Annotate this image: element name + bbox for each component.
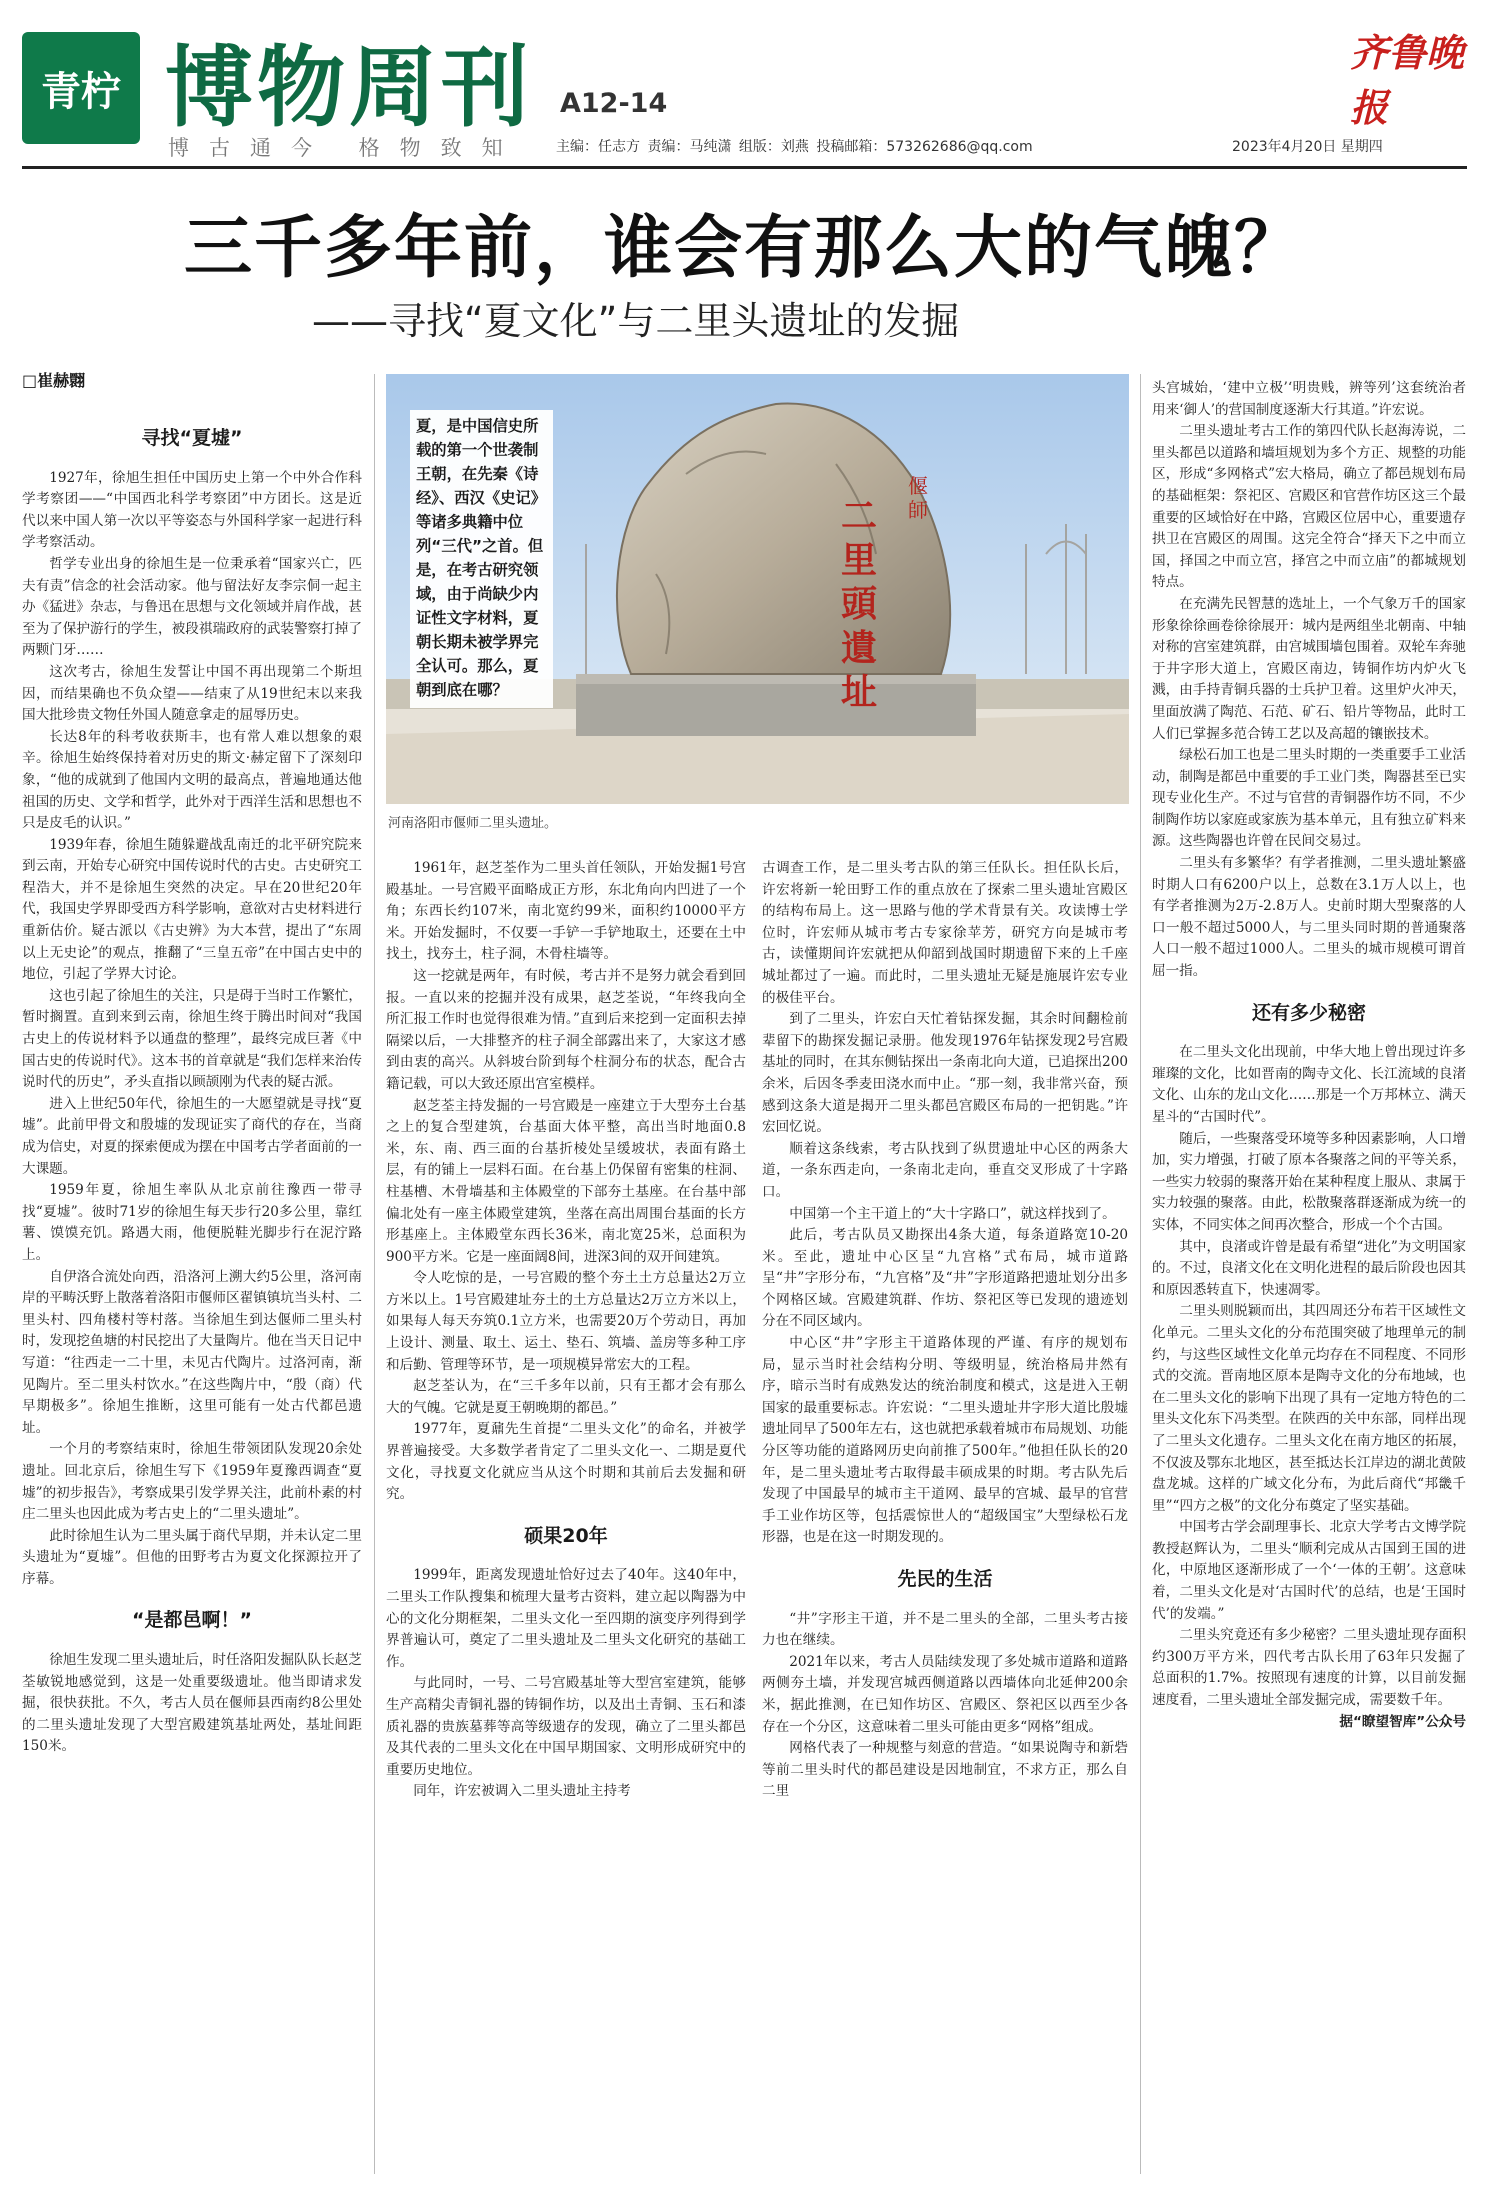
- paragraph: 古调查工作，是二里头考古队的第三任队长。担任队长后，许宏将新一轮田野工作的重点放在了探索二里头遗址宫殿区的结构布局上。这一思路与他的学术背景有关。攻读博士学位时，许宏师从城市考古专家徐苹芳，研究方向是城市考古，读懂期间许宏就把从仰韶到战国时期遗留下来的上千座城址都过了一遍。而此时，二里头遗址无疑是施展许宏专业的极佳平台。: [762, 860, 1128, 1006]
- column-divider: [1140, 374, 1141, 2174]
- column-divider: [374, 374, 375, 2174]
- issue-date: 2023年4月20日 星期四: [1232, 139, 1383, 155]
- article-column-4: [1152, 378, 1466, 2173]
- brand-logo: 青柠: [22, 32, 140, 144]
- paragraph: 其中，良渚或许曾是最有希望“进化”为文明国家的。不过，良渚文化在文明化进程的最后阶段也因其和原因悉转直下，快速凋零。: [1152, 1238, 1466, 1298]
- paragraph: 中心区“井”字形主干道路体现的严谨、有序的规划布局，显示当时社会结构分明、等级明显，统治格局井然有序，暗示当时有成熟发达的统治制度和模式，这是进入王朝国家的最重要标志。许宏说：“二里头遗址井字形大道比殷墟遗址同早了500年左右，这也就把承载着城市布局规划、功能分区等功能的道路网历史向前推了500年。”他担任队长的20年，是二里头遗址考古取得最丰硕成果的时期。考古队先后发现了中国最早的城市主干道网、最早的宫城、最早的官营手工业作坊区等，包括震惊世人的“超级国宝”大型绿松石龙形器，也是在这一时期发现的。: [762, 1335, 1128, 1546]
- paragraph: 到了二里头，许宏白天忙着钻探发掘，其余时间翻检前辈留下的勘探发掘记录册。他发现1976年钻探发现2号宫殿基址的同时，在其东侧钻探出一条南北向大道，已追探出200余米，后因冬季麦田浇水而中止。“那一刻，我非常兴奋，预感到这条大道是揭开二里头都邑宫殿区布局的一把钥匙。”许宏回忆说。: [762, 1011, 1128, 1136]
- paragraph: 这次考古，徐旭生发誓让中国不再出现第二个斯坦因，而结果确也不负众望——结束了从19世纪末以来我国大批珍贵文物任外国人随意拿走的屈辱历史。: [22, 663, 362, 724]
- paragraph: 与此同时，一号、二号宫殿基址等大型宫室建筑，能够生产高精尖青铜礼器的铸铜作坊，以及出土青铜、玉石和漆质礼器的贵族墓葬等高等级遗存的发现，确立了二里头都邑及其代表的二里头文化在中国早期国家、文明形成研究中的重要历史地位。: [386, 1675, 746, 1778]
- paragraph: 1977年，夏鼐先生首提“二里头文化”的命名，并被学界普遍接受。大多数学者肯定了二里头文化一、二期是夏代文化，寻找夏文化就应当从这个时期和其前后去发掘和研究。: [386, 1421, 746, 1503]
- paragraph: 二里头有多繁华？有学者推测，二里头遗址繁盛时期人口有6200户以上，总数在3.1万人以上，也有学者推测为2万-2.8万人。史前时期大型聚落的人口一般不超过5000人，与二里头同时期的普通聚落人口一般不超过1000人。二里头的城市规模可谓首屈一指。: [1152, 855, 1466, 980]
- section-heading: 硕果20年: [524, 1524, 608, 1547]
- paragraph: 哲学专业出身的徐旭生是一位秉承着“国家兴亡，匹夫有责”信念的社会活动家。他与留法好友李宗侗一起主办《猛进》杂志，与鲁迅在思想与文化领域并肩作战，甚至为了保护游行的学生，被段祺瑞政府的武装警察打掉了两颗门牙……: [22, 555, 362, 659]
- paragraph: 2021年以来，考古人员陆续发现了多处城市道路和道路两侧夯土墙，并发现宫城西侧道路以西墙体向北延伸200余米，据此推测，在已知作坊区、宫殿区、祭祀区以西至少各存在一个分区，这意味着二里头可能由更多“网格”组成。: [762, 1653, 1128, 1735]
- paragraph: 在充满先民智慧的选址上，一个气象万千的国家形象徐徐画卷徐徐展开：城内是两组坐北朝南、中轴对称的宫室建筑群，由宫城围墙包围着。双轮车奔驰于井字形大道上，宫殿区南边，铸铜作坊内炉火飞溅，由手持青铜兵器的士兵护卫着。这里炉火冲天，里面放满了陶范、石范、矿石、铅片等物品，此时工人们已掌握多范合铸工艺以及高超的镶嵌技术。: [1152, 595, 1466, 742]
- section-motto: 博古通今 格物致知: [168, 136, 523, 160]
- article-column-3: [762, 858, 1128, 2173]
- paragraph: 在二里头文化出现前，中华大地上曾出现过许多璀璨的文化，比如晋南的陶寺文化、长江流域的良渚文化、山东的龙山文化……那是一个万邦林立、满天星斗的“古国时代”。: [1152, 1044, 1466, 1125]
- paragraph: 中国考古学会副理事长、北京大学考古文博学院教授赵辉认为，二里头“顺利完成从古国到王国的进化，中原地区逐渐形成了一个‘一体的王朝’。这意味着，二里头文化是对‘古国时代’的总结，也是‘王国时代’的发端。”: [1152, 1519, 1466, 1622]
- paragraph: 赵芝荃主持发掘的一号宫殿是一座建立于大型夯土台基之上的复合型建筑，台基面大体平整，高出当时地面0.8米，东、南、西三面的台基折棱处呈缓坡状，表面有路土层，有的铺上一层料石面。在台基上仍保留有密集的柱洞、柱基槽、木骨墙基和主体殿堂的下部夯土基座。在台基中部偏北处有一座主体殿堂建筑，坐落在高出周围台基面的长方形基座上。主体殿堂东西长36米，南北宽25米，总面积为900平方米。它是一座面阔8间，进深3间的双开间建筑。: [386, 1097, 746, 1265]
- article-source: 据“瞭望智库”公众号: [1339, 1713, 1466, 1730]
- stone-inscription-side: 偃師: [908, 474, 928, 522]
- author-byline: □崔赫翾: [22, 371, 86, 390]
- masthead-rule: [22, 166, 1467, 169]
- article-intro: 夏，是中国信史所载的第一个世袭制王朝，在先秦《诗经》、西汉《史记》等诸多典籍中位列“三代”之首。但是，在考古研究领域，由于尚缺少内证性文字材料，夏朝长期未被学界完全认可。那么，夏朝到底在哪？: [410, 410, 553, 708]
- paragraph: 长达8年的科考收获斯丰，也有常人难以想象的艰辛。徐旭生始终保持着对历史的斯文·赫定留下了深刻印象，“他的成就到了他国内文明的最高点，普遍地通达他祖国的历史、文学和哲学，此外对于西洋生活和思想也不只是皮毛的认识。”: [22, 728, 362, 832]
- paragraph: 二里头遗址考古工作的第四代队长赵海涛说，二里头都邑以道路和墙垣规划为多个方正、规整的功能区，形成“多网格式”宏大格局，确立了都邑规划布局的基础框架：祭祀区、宫殿区和官营作坊区这三个最重要的区域恰好在中路，宫殿区位居中心，重要遗存拱卫在宫殿区的周围。这完全符合“择天下之中而立国，择国之中而立宫，择宫之中而立庙”的都城规划特点。: [1152, 423, 1466, 591]
- article-subheadline: ——寻找“夏文化”与二里头遗址的发掘: [312, 299, 960, 343]
- section-title: 博物周刊: [165, 36, 534, 139]
- paragraph: 令人吃惊的是，一号宫殿的整个夯土土方总量达2万立方米以上。1号宫殿建址夯土的土方总量达2万立方米以上，如果每人每天夯筑0.1立方米，也需要20万个劳动日，再加上设计、测量、取土、运土、垫石、筑墙、盖房等多种工序和后勤、管理等环节，是一项规模异常宏大的工程。: [386, 1270, 746, 1373]
- paragraph: 1939年春，徐旭生随躲避战乱南迁的北平研究院来到云南，开始专心研究中国传说时代的古史。古史研究工程浩大，并不是徐旭生突然的决定。早在20世纪20年代，我国史学界即受西方科学影响，意欲对古史材料进行重新估价。疑古派以《古史辨》为大本营，提出了“东周以上无史论”的观点，推翻了“三皇五帝”在中国古史中的地位，引起了学界大讨论。: [22, 836, 362, 983]
- article-column-1: [22, 428, 362, 2173]
- paragraph: 头宫城始，‘建中立极’‘明贵贱，辨等列’这套统治者用来‘御人’的营国制度逐渐大行其道。”许宏说。: [1152, 380, 1466, 418]
- newspaper-logo: 齐鲁晚报: [1350, 30, 1465, 130]
- section-heading: 先民的生活: [897, 1568, 993, 1590]
- paragraph: 1961年，赵芝荃作为二里头首任领队，开始发掘1号宫殿基址。一号宫殿平面略成正方形，东北角向内凹进了一个角；东西长约107米，南北宽约99米，面积约10000平方米。开始发掘时，不仅要一手铲一手铲地取土，还要在土中找土，找夯土，柱子洞，木骨柱墙等。: [386, 860, 746, 963]
- paragraph: 此时徐旭生认为二里头属于商代早期，并未认定二里头遗址为“夏墟”。但他的田野考古为夏文化探源拉开了序幕。: [22, 1527, 362, 1587]
- paragraph: 此后，考古队员又勘探出4条大道，每条道路宽10-20米。至此，遗址中心区呈“九宫格”式布局，城市道路呈“井”字形分布，“九宫格”及“井”字形道路把遗址划分出多个网格区域。宫殿建筑群、作坊、祭祀区等已发现的遗迹划分在不同区域内。: [762, 1227, 1128, 1330]
- edition-number: A12-14: [560, 88, 668, 119]
- section-heading: 寻找“夏墟”: [141, 428, 243, 449]
- paragraph: 绿松石加工也是二里头时期的一类重要手工业活动，制陶是都邑中重要的手工业门类，陶器甚至已实现专业化生产。不过与官营的青铜器作坊不同，不少制陶作坊以家庭或家族为基本单元，且有独立矿料来源。这些陶器也许曾在民间交易过。: [1152, 747, 1466, 850]
- photo-caption: 河南洛阳市偃师二里头遗址。: [388, 816, 558, 831]
- paragraph: 自伊洛合流处向西，沿洛河上溯大约5公里，洛河南岸的平畴沃野上散落着洛阳市偃师区翟镇镇坑当头村、二里头村、四角楼村等村落。当徐旭生到达偃师二里头村时，发现挖鱼塘的村民挖出了大量陶片。他在当天日记中写道：“往西走一二十里，未见古代陶片。过洛河南，渐见陶片。至二里头村饮水。”在这些陶片中，“殷（商）代早期极多”。徐旭生推断，这里可能有一处古代都邑遗址。: [22, 1268, 362, 1436]
- article-column-2: [386, 858, 746, 2173]
- editor-credits: 主编：任志方 责编：马纯潇 组版：刘燕 投稿邮箱：573262686@qq.com: [556, 139, 1033, 155]
- paragraph: 同年，许宏被调入二里头遗址主持考: [413, 1783, 631, 1800]
- section-heading: “是都邑啊！”: [132, 1609, 252, 1632]
- paragraph: 进入上世纪50年代，徐旭生的一大愿望就是寻找“夏墟”。此前甲骨文和殷墟的发现证实了商代的存在，当商成为信史，对夏的探索便成为摆在中国考古学者面前的一大课题。: [22, 1095, 362, 1177]
- paragraph: 网格代表了一种规整与刻意的营造。“如果说陶寺和新砦等前二里头时代的都邑建设是因地制宜，不求方正，那么自二里: [762, 1740, 1128, 1800]
- article-headline: 三千多年前，谁会有那么大的气魄？: [183, 209, 1304, 288]
- paragraph: 赵芝荃认为，在“三千多年以前，只有王都才会有那么大的气魄。它就是夏王朝晚期的都邑。”: [386, 1378, 746, 1416]
- paragraph: 1927年，徐旭生担任中国历史上第一个中外合作科学考察团——“中国西北科学考察团”中方团长。这是近代以来中国人第一次以平等姿态与外国科学家一起进行科学考察活动。: [22, 469, 362, 551]
- paragraph: 顺着这条线索，考古队找到了纵贯遗址中心区的两条大道，一条东西走向，一条南北走向，垂直交叉形成了十字路口。: [762, 1140, 1128, 1200]
- section-heading: 还有多少秘密: [1251, 1001, 1366, 1024]
- paragraph: 二里头则脱颖而出，其四周还分布若干区域性文化单元。二里头文化的分布范围突破了地理单元的制约，与这些区域性文化单元均存在不同程度、不同形式的交流。晋南地区原本是陶寺文化的分布地域，也在二里头文化的影响下出现了具有一定地方特色的二里头文化东下冯类型。在陕西的关中东部，同样出现了二里头文化遗存。二里头文化在南方地区的拓展，不仅波及鄂东北地区，甚至抵达长江岸边的湖北黄陂盘龙城。这样的广域文化分布，为此后商代“邦畿千里”“四方之极”的文化分布奠定了坚实基础。: [1152, 1303, 1466, 1514]
- paragraph: 徐旭生发现二里头遗址后，时任洛阳发掘队队长赵芝荃敏锐地感觉到，这是一处重要级遗址。他当即请求发掘，很快获批。不久，考古人员在偃师县西南约8公里处的二里头遗址发现了大型宫殿建筑基址两处，基址间距150米。: [22, 1652, 362, 1755]
- paragraph: 这一挖就是两年，有时候，考古并不是努力就会看到回报。一直以来的挖掘并没有成果，赵芝荃说，“年终我向全所汇报工作时也觉得很难为情。”直到后来挖到一定面积去掉隔梁以后，一大排整齐的柱子洞全部露出来了，大家这才感到由衷的高兴。从斜坡台阶到每个柱洞分布的状态，配合古籍记载，可以大致还原出宫室模样。: [386, 967, 746, 1092]
- paragraph: 1959年夏，徐旭生率队从北京前往豫西一带寻找“夏墟”。彼时71岁的徐旭生每天步行20多公里，靠红薯、馍馍充饥。路遇大雨，他便脱鞋光脚步行在泥泞路上。: [22, 1182, 362, 1263]
- stone-inscription: 二里頭遺址: [841, 495, 878, 713]
- paragraph: “井”字形主干道，并不是二里头的全部，二里头考古接力也在继续。: [762, 1610, 1128, 1649]
- paragraph: 随后，一些聚落受环境等多种因素影响，人口增加，实力增强，打破了原本各聚落之间的平等关系，一些实力较弱的聚落开始在某种程度上服从、隶属于实力较强的聚落。由此，松散聚落群逐渐成为统一的实体，不同实体之间再次整合，形成一个个古国。: [1152, 1130, 1466, 1233]
- paragraph: 中国第一个主干道上的“大十字路口”，就这样找到了。: [789, 1205, 1116, 1222]
- paragraph: 这也引起了徐旭生的关注，只是碍于当时工作繁忙，暂时搁置。直到来到云南，徐旭生终于腾出时间对“我国古史上的传说材料予以通盘的整理”，最终完成巨著《中国古史的传说时代》。这本书的首章就是“我们怎样来治传说时代的历史”，矛头直指以顾颉刚为代表的疑古派。: [22, 987, 362, 1091]
- paragraph: 二里头究竟还有多少秘密？二里头遗址现存面积约300万平方米，四代考古队长用了63年只发掘了总面积的1.7%。按照现有速度的计算，以目前发掘速度看，二里头遗址全部发掘完成，需要数千年。: [1152, 1627, 1466, 1709]
- paragraph: 一个月的考察结束时，徐旭生带领团队发现20余处遗址。回北京后，徐旭生写下《1959年夏豫西调查“夏墟”的初步报告》，考察成果引发学界关注，此前朴素的村庄二里头也因此成为考古史上的“二里头遗址”。: [22, 1441, 362, 1523]
- paragraph: 1999年，距离发现遗址恰好过去了40年。这40年中，二里头工作队搜集和梳理大量考古资料，建立起以陶器为中心的文化分期框架，二里头文化一至四期的演变序列得到学界普遍认可，奠定了二里头遗址及二里头文化研究的基础工作。: [386, 1567, 746, 1670]
